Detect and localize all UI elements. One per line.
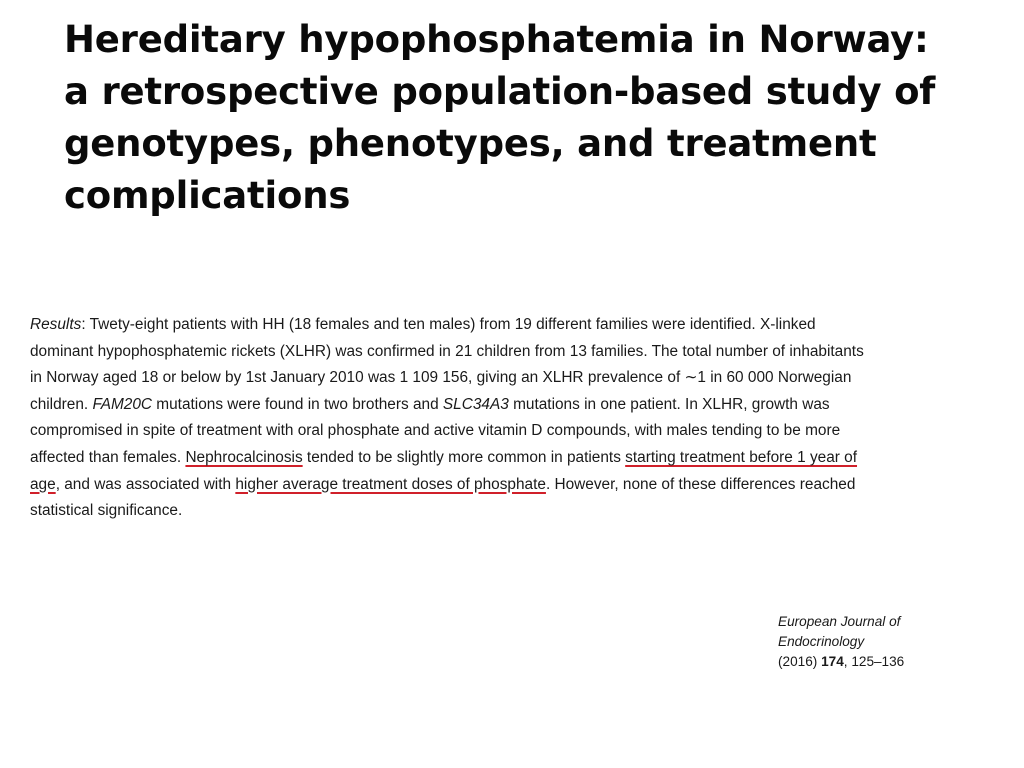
- title-line-2: a retrospective population-based study of: [64, 70, 936, 113]
- abstract-line: compromised in spite of treatment with oral phosphate and active vitamin D compounds, with males tending to be more: [30, 422, 841, 440]
- journal-name-line-2: Endocrinology: [778, 634, 865, 649]
- journal-citation: [778, 612, 904, 672]
- abstract-line: affected than females. Nephrocalcinosis tended to be slightly more common in patients starting treatment before 1 year of: [30, 448, 858, 466]
- abstract-line: Results: Twety-eight patients with HH (18 females and ten males) from 19 different families were identified. X-linked: [30, 316, 816, 333]
- title-line-4: complications: [64, 174, 351, 217]
- volume-number: 174: [821, 654, 844, 669]
- underlined-nephrocalcinosis: Nephrocalcinosis: [185, 448, 303, 466]
- journal-name-line-1: European Journal of: [778, 614, 901, 629]
- abstract-line: statistical significance.: [30, 502, 183, 520]
- title-line-3: genotypes, phenotypes, and treatment: [64, 122, 877, 165]
- gene-fam20c: FAM20C: [92, 395, 153, 413]
- citation-details: (2016) 174, 125–136: [778, 654, 905, 669]
- abstract-line: age, and was associated with higher average treatment doses of phosphate. However, none of these differences reached: [30, 475, 856, 493]
- gene-slc34a3: SLC34A3: [442, 395, 509, 413]
- abstract-line: dominant hypophosphatemic rickets (XLHR) was confirmed in 21 children from 13 families. The total number of inhabitants: [30, 342, 864, 360]
- paper-title: [64, 14, 994, 222]
- abstract-results: [30, 312, 970, 525]
- title-line-1: Hereditary hypophosphatemia in Norway:: [64, 18, 929, 61]
- underlined-age: age: [30, 475, 56, 493]
- abstract-line: in Norway aged 18 or below by 1st January 2010 was 1 109 156, giving an XLHR prevalence of ∼1 in 60 000 Norwegian: [30, 369, 852, 387]
- abstract-line: children. FAM20C mutations were found in two brothers and SLC34A3 mutations in one patient. In XLHR, growth was: [30, 395, 830, 413]
- results-label: Results: [30, 316, 82, 333]
- underlined-treatment-start: starting treatment before 1 year of: [625, 448, 858, 466]
- underlined-phosphate-doses: higher average treatment doses of phosphate: [235, 475, 546, 493]
